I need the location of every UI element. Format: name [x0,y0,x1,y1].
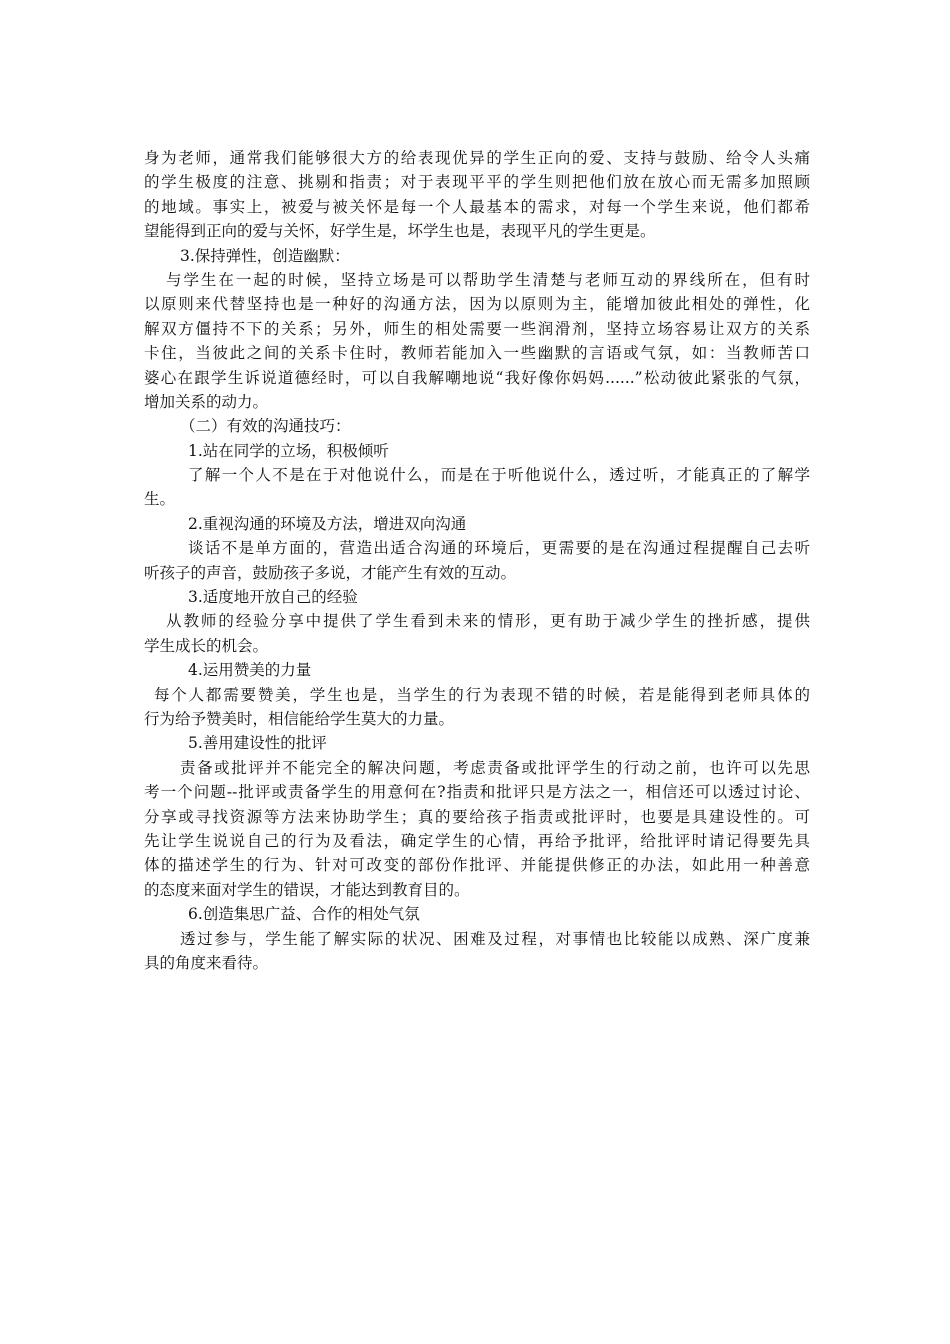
text-line: 先让学生说说自己的行为及看法，确定学生的心情，再给予批评，给批评时请记得要先具 [144,831,810,850]
text-line: 分享或寻找资源等方法来协助学生；真的要给孩子指责或批评时，也要是具建设性的。可 [144,807,810,826]
text-line: 望能得到正向的爱与关怀，好学生是，坏学生也是，表现平凡的学生更是。 [144,222,656,241]
text-line: 学生成长的机会。 [144,636,269,655]
text-line: 责备或批评并不能完全的解决问题，考虑责备或批评学生的行动之前，也许可以先思 [180,758,810,777]
text-line: 卡住，当彼此之间的关系卡住时，教师若能加入一些幽默的言语或气氛，如：当教师苦口 [144,344,810,363]
text-line: 的地域。事实上，被爱与被关怀是每一个人最基本的需求，对每一个学生来说，他们都希 [144,197,810,216]
text-line: 行为给予赞美时，相信能给学生莫大的力量。 [144,709,455,728]
text-line: 体的描述学生的行为、针对可改变的部份作批评、并能提供修正的办法，如此用一种善意 [144,856,810,875]
text-line: 4.运用赞美的力量 [188,661,312,680]
text-line: （二）有效的沟通技巧： [180,417,351,436]
text-line: 2.重视沟通的环境及方法，增进双向沟通 [188,514,467,533]
text-line: 了解一个人不是在于对他说什么，而是在于听他说什么，透过听，才能真正的了解学 [188,466,810,485]
document-body [144,146,810,975]
text-line: 生。 [144,490,176,509]
text-line: 考一个问题--批评或责备学生的用意何在?指责和批评只是方法之一，相信还可以透过讨论、 [144,783,810,802]
text-line: 从教师的经验分享中提供了学生看到未来的情形，更有助于减少学生的挫折感，提供 [166,612,810,631]
text-line: 婆心在跟学生诉说道德经时，可以自我解嘲地说“我好像你妈妈......”松动彼此紧张的气氛， [144,368,810,387]
text-line: 1.站在同学的立场，积极倾听 [188,441,389,460]
text-line: 3.适度地开放自己的经验 [188,588,358,607]
text-line: 听孩子的声音，鼓励孩子多说，才能产生有效的互动。 [144,563,517,582]
text-line: 的态度来面对学生的错误，才能达到教育目的。 [144,880,470,899]
text-line: 5.善用建设性的批评 [188,734,327,753]
text-line: 3.保持弹性，创造幽默： [180,246,350,265]
text-line: 每个人都需要赞美，学生也是，当学生的行为表现不错的时候，若是能得到老师具体的 [154,685,810,704]
text-line: 的学生极度的注意、挑剔和指责；对于表现平平的学生则把他们放在放心而无需多加照顾 [144,173,810,192]
text-line: 解双方僵持不下的关系；另外，师生的相处需要一些润滑剂，坚持立场容易让双方的关系 [144,319,810,338]
text-line: 以原则来代替坚持也是一种好的沟通方法，因为以原则为主，能增加彼此相处的弹性，化 [144,295,810,314]
text-line: 与学生在一起的时候，坚持立场是可以帮助学生清楚与老师互动的界线所在，但有时 [166,270,810,289]
text-line: 身为老师，通常我们能够很大方的给表现优异的学生正向的爱、支持与鼓励、给令人头痛 [144,149,810,167]
text-line: 增加关系的动力。 [144,392,269,411]
text-line: 谈话不是单方面的，营造出适合沟通的环境后，更需要的是在沟通过程提醒自己去听 [188,539,810,558]
text-line: 透过参与，学生能了解实际的状况、困难及过程，对事情也比较能以成熟、深广度兼 [180,929,810,948]
text-line: 6.创造集思广益、合作的相处气氛 [188,905,420,924]
text-line: 具的角度来看待。 [144,953,269,972]
